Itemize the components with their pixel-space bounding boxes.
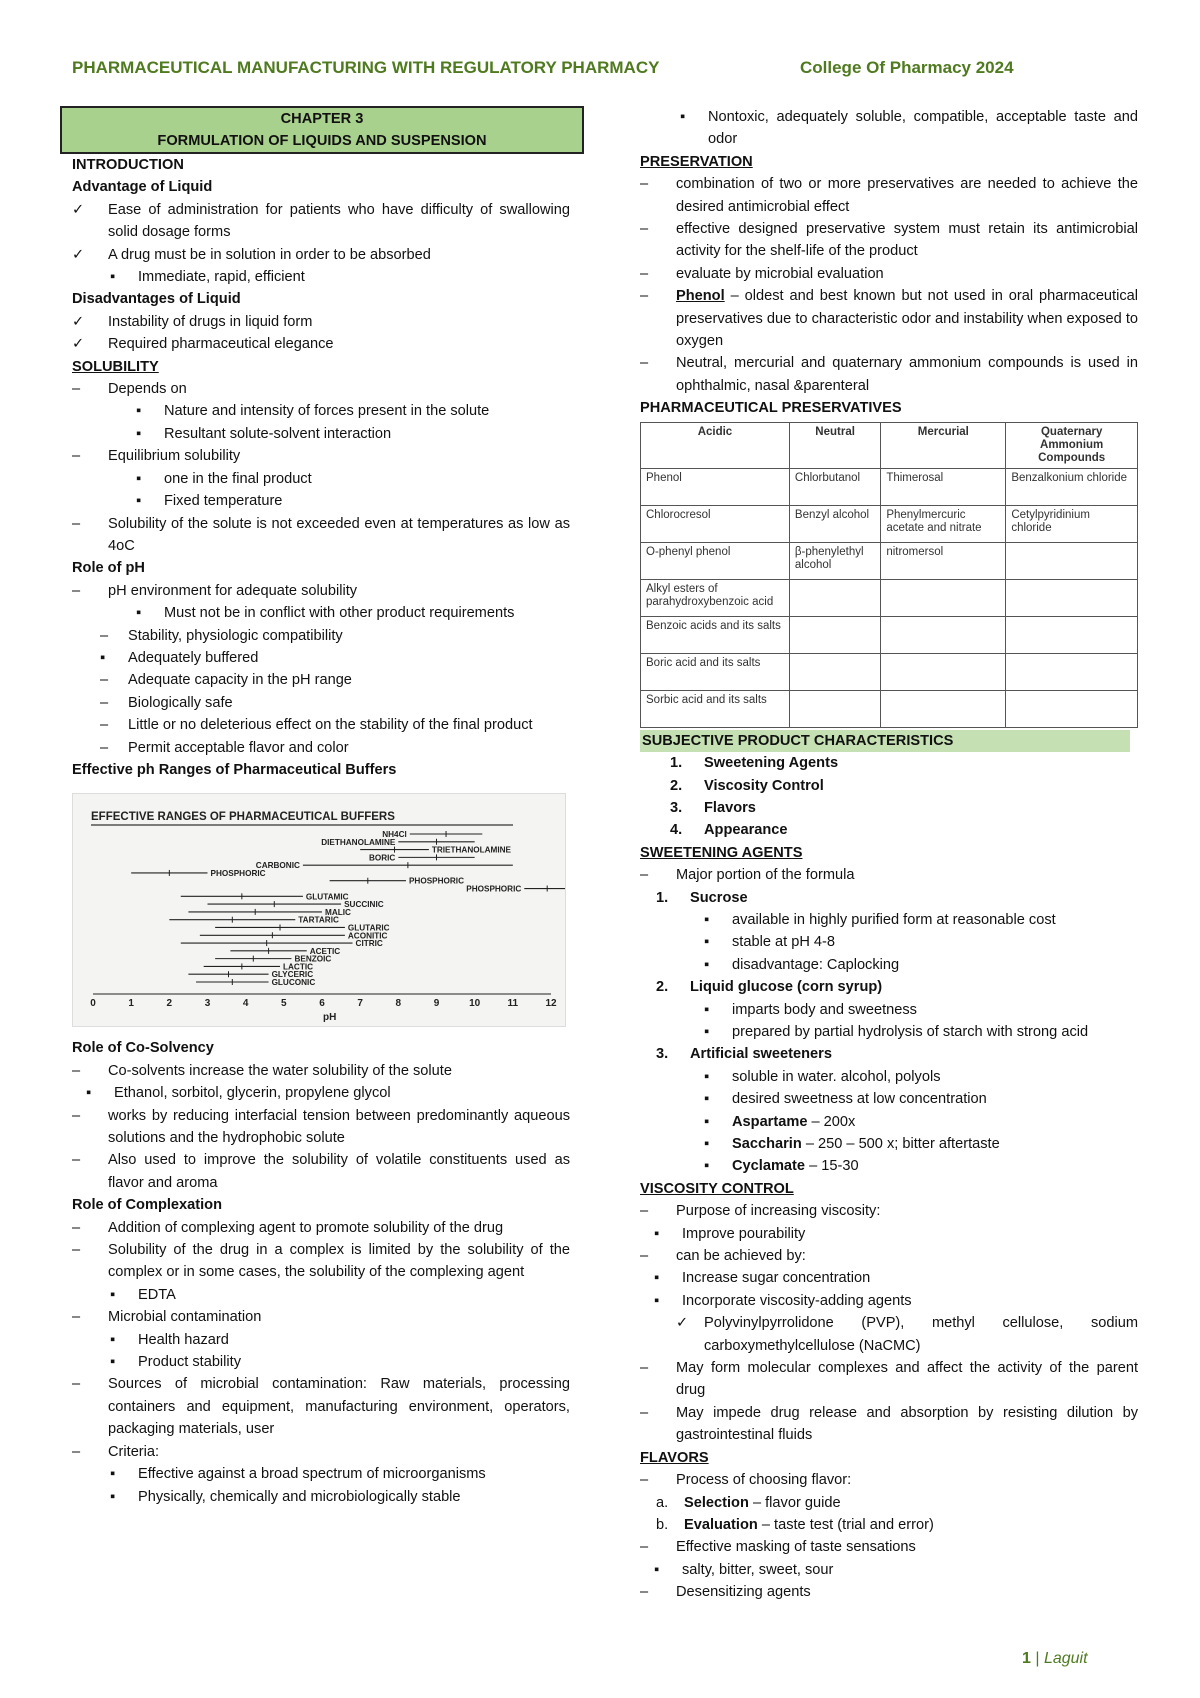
table-cell [1006, 653, 1138, 690]
list-item: – Sources of microbial contamination: Raw materials, processing containers and equipment, manufacturing environment, operators, packaging materials, user [72, 1376, 570, 1438]
list-item: 1. Sucrose [656, 889, 748, 906]
buffer-range-label: NH4Cl [382, 830, 407, 840]
list-item: ▪ soluble in water. alcohol, polyols [640, 1066, 1138, 1088]
list-item: – May form molecular complexes and affect the activity of the parent drug [640, 1360, 1138, 1399]
chapter-number: CHAPTER 3 [280, 111, 364, 127]
list-item: ▪ EDTA [72, 1284, 570, 1306]
table-cell: Thimerosal [881, 468, 1006, 505]
bullet-icon: ▪ [704, 1158, 710, 1175]
x-tick-label: 3 [204, 998, 211, 1010]
list-item: ▪ one in the final product [72, 468, 570, 490]
list-item: – Solubility of the drug in a complex is limited by the solubility of the complex or in some cases, the solubility of the complexing agent [72, 1242, 570, 1281]
list-item: 3. Flavors [670, 799, 756, 816]
table-cell: Boric acid and its salts [641, 653, 790, 690]
list-item: – pH environment for adequate solubility [72, 582, 358, 599]
bullet-icon: ▪ [654, 1270, 660, 1287]
list-item: ▪ Saccharin – 250 – 500 x; bitter aftertaste [640, 1133, 1138, 1155]
chapter-box [60, 106, 584, 154]
list-item: – Addition of complexing agent to promote solubility of the drug [72, 1219, 504, 1236]
bullet-icon: ▪ [136, 493, 142, 510]
chart-title: EFFECTIVE RANGES OF PHARMACEUTICAL BUFFERS [91, 811, 395, 824]
buffer-range-label: TRIETHANOLAMINE [431, 845, 512, 855]
phenol-term: Phenol [676, 288, 725, 305]
x-tick-label: 1 [128, 998, 134, 1010]
buffer-range-label: TARTARIC [298, 916, 339, 926]
list-item: ▪ Health hazard [72, 1329, 570, 1351]
x-tick-label: 12 [545, 998, 557, 1010]
buffer-range-label: BORIC [368, 853, 396, 863]
table-cell: Benzalkonium chloride [1006, 468, 1138, 505]
list-item: – Purpose of increasing viscosity: [640, 1203, 881, 1220]
list-item: 3. Artificial sweeteners [656, 1046, 832, 1063]
ph-heading: Role of pH [72, 560, 145, 577]
bullet-icon: ▪ [704, 1091, 710, 1108]
x-tick-label: 4 [242, 998, 249, 1010]
table-cell: Cetylpyridinium chloride [1006, 505, 1138, 542]
list-item: – effective designed preservative system must retain its antimicrobial activity for the shelf-life of the product [640, 221, 1138, 260]
list-item: ✓ Ease of administration for patients who have difficulty of swallowing solid dosage forms [72, 199, 570, 244]
bullet-icon: ▪ [110, 1286, 116, 1303]
check-icon: ✓ [676, 1315, 689, 1332]
solubility-heading: SOLUBILITY [72, 358, 159, 375]
list-item: ▪ Resultant solute-solvent interaction [72, 423, 570, 445]
table-cell [881, 690, 1006, 727]
list-item: ▪ Incorporate viscosity-adding agents [640, 1290, 1138, 1312]
flavors-heading: FLAVORS [640, 1449, 709, 1466]
list-item: – Adequate capacity in the pH range [100, 672, 352, 689]
buffer-range-label: LACTIC [283, 962, 314, 972]
table-header: Quaternary Ammonium Compounds [1006, 422, 1138, 468]
header-title: PHARMACEUTICAL MANUFACTURING WITH REGULATORY PHARMACY [72, 58, 660, 77]
chart-xlabel: pH [323, 1012, 337, 1024]
list-item: ▪ Effective against a broad spectrum of microorganisms [72, 1463, 570, 1485]
page-footer: 1 | Laguit [1022, 1650, 1088, 1667]
table-row [641, 579, 1138, 616]
buffer-range-label: CARBONIC [255, 861, 300, 871]
bullet-icon: ▪ [654, 1561, 660, 1578]
buffer-range-label: DIETHANOLAMINE [321, 838, 396, 848]
list-item: ▪ Ethanol, sorbitol, glycerin, propylene glycol [72, 1082, 570, 1104]
table-cell [1006, 579, 1138, 616]
bullet-icon: ▪ [110, 1488, 116, 1505]
list-item: – Co-solvents increase the water solubility of the solute [72, 1062, 452, 1079]
list-item: ▪ prepared by partial hydrolysis of starch with strong acid [640, 1021, 1138, 1043]
buffer-range-label: PHOSPHORIC [408, 877, 465, 887]
table-cell: Chlorbutanol [789, 468, 880, 505]
list-item: – works by reducing interfacial tension between predominantly aqueous solutions and the hydrophobic solute [72, 1107, 570, 1146]
bullet-icon: ▪ [136, 425, 142, 442]
table-cell [1006, 616, 1138, 653]
cosolvency-heading: Role of Co-Solvency [72, 1040, 214, 1057]
buffer-range-label: GLUTARIC [347, 923, 390, 933]
list-item: – evaluate by microbial evaluation [640, 265, 884, 282]
buffer-range-label: GLUTAMIC [305, 892, 349, 902]
list-item: ▪ Adequately buffered [72, 647, 570, 669]
x-tick-label: 0 [90, 998, 96, 1010]
x-tick-label: 8 [395, 998, 402, 1010]
section-introduction: INTRODUCTION [72, 157, 184, 173]
bullet-icon: ▪ [136, 470, 142, 487]
bullet-icon: ▪ [654, 1292, 660, 1309]
x-tick-label: 10 [469, 998, 481, 1010]
list-item: ▪ Aspartame – 200x [640, 1111, 1138, 1133]
bullet-icon: ▪ [704, 911, 710, 928]
buffer-range-label: CITRIC [355, 939, 383, 949]
bullet-icon: ▪ [110, 269, 116, 286]
list-item: 2. Viscosity Control [670, 777, 824, 794]
list-item: – can be achieved by: [640, 1248, 806, 1265]
table-cell [789, 653, 880, 690]
table-cell [789, 690, 880, 727]
table-cell: Alkyl esters of parahydroxybenzoic acid [641, 579, 790, 616]
bullet-icon: ▪ [704, 1001, 710, 1018]
bullet-icon: ▪ [680, 109, 686, 125]
list-item: a. Selection – flavor guide [656, 1494, 841, 1511]
left-column [72, 106, 570, 1508]
x-tick-label: 2 [166, 998, 173, 1010]
buffer-range-chart [72, 793, 566, 1027]
bullet-icon: ▪ [136, 605, 142, 622]
table-cell: Phenylmercuric acetate and nitrate [881, 505, 1006, 542]
right-column [640, 106, 1138, 1604]
list-item: ▪ Immediate, rapid, efficient [72, 266, 570, 288]
x-tick-label: 6 [319, 998, 325, 1010]
list-item: – Little or no deleterious effect on the stability of the final product [100, 717, 533, 734]
table-cell [1006, 690, 1138, 727]
list-item: ▪ Increase sugar concentration [640, 1267, 1138, 1289]
list-item: 2. Liquid glucose (corn syrup) [656, 979, 883, 996]
preservation-heading: PRESERVATION [640, 153, 753, 170]
bullet-icon: ▪ [110, 1331, 116, 1348]
list-item: – Solubility of the solute is not exceeded even at temperatures as low as 4oC [72, 515, 570, 554]
buffer-range-label: ACONITIC [347, 931, 388, 941]
bullet-icon: ▪ [110, 1354, 116, 1371]
list-item: – May impede drug release and absorption by resisting dilution by gastrointestinal fluids [640, 1404, 1138, 1444]
list-item: – Neutral, mercurial and quaternary ammonium compounds is used in ophthalmic, nasal &parenteral [640, 355, 1138, 394]
chapter-title: FORMULATION OF LIQUIDS AND SUSPENSION [157, 133, 487, 149]
table-cell [881, 653, 1006, 690]
buffer-range-label: BENZOIC [294, 955, 332, 965]
table-row [641, 505, 1138, 542]
list-item: – Phenol – oldest and best known but not used in oral pharmaceutical preservatives due to characteristic odor and instability when exposed to oxygen [640, 288, 1138, 350]
bullet-icon: ▪ [100, 649, 106, 666]
table-cell: nitromersol [881, 542, 1006, 579]
list-item: ▪ imparts body and sweetness [640, 999, 1138, 1021]
disadvantages-heading: Disadvantages of Liquid [72, 291, 241, 308]
table-cell [1006, 542, 1138, 579]
list-item: – Major portion of the formula [640, 867, 855, 884]
table-row [641, 690, 1138, 727]
list-item: – Desensitizing agents [640, 1584, 811, 1601]
header-college: College Of Pharmacy 2024 [800, 58, 1014, 77]
table-cell [881, 616, 1006, 653]
list-item: – Criteria: [72, 1443, 160, 1460]
x-tick-label: 9 [433, 998, 440, 1010]
x-tick-label: 7 [357, 998, 363, 1010]
list-item: – Biologically safe [100, 694, 233, 711]
list-item: – Microbial contamination [72, 1309, 262, 1326]
list-item: – combination of two or more preservatives are needed to achieve the desired antimicrobial effect [640, 176, 1138, 215]
bullet-icon: ▪ [110, 1466, 116, 1483]
list-item: ▪ stable at pH 4-8 [640, 931, 1138, 953]
check-icon: ✓ [72, 246, 85, 263]
bullet-icon: ▪ [136, 403, 142, 420]
list-item: – Depends on [72, 381, 187, 398]
viscosity-heading: VISCOSITY CONTROL [640, 1180, 794, 1197]
list-item: ✓ Instability of drugs in liquid form [72, 311, 570, 333]
table-cell: Phenol [641, 468, 790, 505]
check-icon: ✓ [72, 313, 85, 330]
list-item: – Stability, physiologic compatibility [100, 627, 343, 644]
list-item: – Also used to improve the solubility of volatile constituents used as flavor and aroma [72, 1152, 570, 1191]
table-header: Neutral [789, 422, 880, 468]
page-number: 1 [1022, 1650, 1031, 1667]
list-item: ▪ Must not be in conflict with other product requirements [72, 602, 570, 624]
complexation-heading: Role of Complexation [72, 1197, 222, 1214]
table-header: Mercurial [881, 422, 1006, 468]
list-item: ▪ desired sweetness at low concentration [640, 1088, 1138, 1110]
buffer-range-label: GLUCONIC [271, 978, 316, 988]
bullet-icon: ▪ [704, 1068, 710, 1085]
table-cell: Sorbic acid and its salts [641, 690, 790, 727]
list-item: b. Evaluation – taste test (trial and error) [656, 1516, 934, 1533]
table-header: Acidic [641, 422, 790, 468]
bullet-icon: ▪ [704, 1023, 710, 1040]
table-cell: O-phenyl phenol [641, 542, 790, 579]
advantages-heading: Advantage of Liquid [72, 179, 213, 196]
bullet-icon: ▪ [86, 1085, 92, 1102]
bullet-icon: ▪ [654, 1225, 660, 1242]
table-cell [789, 616, 880, 653]
table-cell: Benzoic acids and its salts [641, 616, 790, 653]
table-cell [789, 579, 880, 616]
list-item: ▪ Product stability [72, 1351, 570, 1373]
list-item: ▪ Fixed temperature [72, 490, 570, 512]
list-item: 1. Sweetening Agents [670, 755, 839, 772]
buffer-range-label: GLYCERIC [271, 970, 314, 980]
buffer-range-chart-svg [73, 794, 565, 1026]
sweetening-heading: SWEETENING AGENTS [640, 844, 803, 861]
buffer-range-label: MALIC [325, 908, 351, 918]
list-item: – Process of choosing flavor: [640, 1472, 852, 1489]
list-item: ✓ Polyvinylpyrrolidone (PVP), methyl cellulose, sodium carboxymethylcellulose (NaCMC) [640, 1312, 1138, 1357]
table-row [641, 653, 1138, 690]
bullet-icon: ▪ [704, 934, 710, 951]
table-cell: Benzyl alcohol [789, 505, 880, 542]
list-item: ▪ Cyclamate – 15-30 [640, 1155, 1138, 1177]
list-item: 4. Appearance [670, 822, 788, 839]
table-cell: β-phenylethyl alcohol [789, 542, 880, 579]
list-item: ▪ Nontoxic, adequately soluble, compatible, acceptable taste and odor [640, 106, 1138, 151]
table-row [641, 468, 1138, 505]
x-tick-label: 11 [507, 998, 519, 1010]
list-item: ▪ salty, bitter, sweet, sour [640, 1559, 1138, 1581]
buffer-range-label: PHOSPHORIC [466, 884, 522, 894]
table-cell [881, 579, 1006, 616]
buffers-heading: Effective ph Ranges of Pharmaceutical Buffers [72, 761, 397, 778]
buffer-range-label: ACETIC [309, 947, 341, 957]
check-icon: ✓ [72, 336, 85, 353]
table-row [641, 616, 1138, 653]
x-tick-label: 5 [281, 998, 287, 1010]
preservatives-table [640, 422, 1138, 728]
list-item: ▪ Physically, chemically and microbiologically stable [72, 1486, 570, 1508]
subjective-heading: SUBJECTIVE PRODUCT CHARACTERISTICS [640, 730, 1130, 752]
table-cell: Chlorocresol [641, 505, 790, 542]
author-name: Laguit [1043, 1650, 1088, 1667]
table-row [641, 542, 1138, 579]
list-item: ▪ disadvantage: Caplocking [640, 954, 1138, 976]
list-item: – Effective masking of taste sensations [640, 1539, 916, 1556]
list-item: ▪ available in highly purified form at reasonable cost [640, 909, 1138, 931]
list-item: ▪ Improve pourability [640, 1223, 1138, 1245]
list-item: ✓ A drug must be in solution in order to be absorbed [72, 244, 570, 266]
list-item: – Permit acceptable flavor and color [100, 739, 349, 756]
preservatives-heading: PHARMACEUTICAL PRESERVATIVES [640, 400, 902, 417]
buffer-range-label: SUCCINIC [344, 900, 384, 910]
list-item: ▪ Nature and intensity of forces present in the solute [72, 400, 570, 422]
check-icon: ✓ [72, 201, 85, 218]
list-item: ✓ Required pharmaceutical elegance [72, 333, 570, 355]
buffer-range-label: PHOSPHORIC [210, 869, 266, 879]
bullet-icon: ▪ [704, 1136, 710, 1152]
bullet-icon: ▪ [704, 956, 710, 973]
bullet-icon: ▪ [704, 1113, 710, 1130]
list-item: – Equilibrium solubility [72, 448, 241, 465]
